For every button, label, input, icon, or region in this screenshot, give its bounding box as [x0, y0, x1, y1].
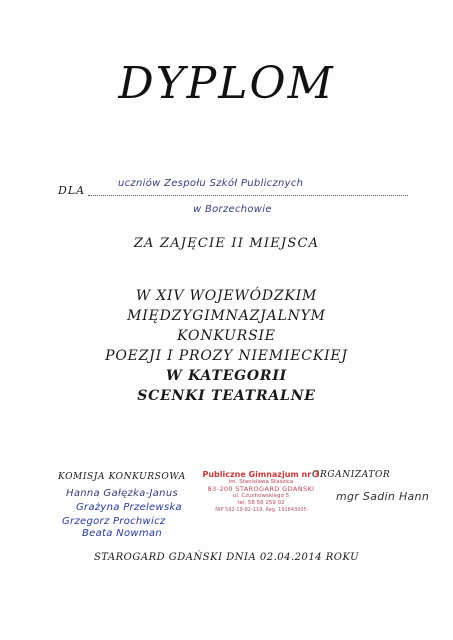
- stamp-address: ul. Czuchowskiego 5: [232, 493, 290, 499]
- stamp-title: Publiczne Gimnazjum nr 3: [202, 470, 320, 479]
- date-line: STAROGARD GDAŃSKI DNIA 02.04.2014 ROKU: [93, 552, 360, 563]
- stamp-patron: im. Stanisława Staszica: [228, 479, 294, 485]
- committee-label: KOMISJA KONKURSOWA: [58, 472, 186, 482]
- committee-signature: Grzegorz Prochwicz: [62, 516, 166, 527]
- committee-signature: Hanna Gałęzka-Janus: [66, 488, 178, 499]
- stamp-city: 83-200 STAROGARD GDAŃSKI: [207, 485, 315, 493]
- category-label: W KATEGORII: [165, 368, 288, 384]
- competition-block: [0, 286, 453, 406]
- stamp-ids: NIP 592-19-82-119, Reg. 191843005: [215, 507, 307, 513]
- competition-line: POEZJI I PROZY NIEMIECKIEJ: [105, 348, 348, 364]
- committee-signature: Grażyna Przelewska: [76, 502, 182, 513]
- category-name: SCENKI TEATRALNE: [137, 388, 316, 404]
- diploma-title: DYPLOM: [118, 58, 335, 109]
- competition-line: KONKURSIE: [177, 328, 276, 344]
- recipient-handwritten-line2: w Borzechowie: [193, 204, 272, 215]
- school-stamp: [198, 470, 324, 528]
- organizer-signature: mgr Sadin Hann: [336, 490, 430, 503]
- recipient-prefix: DLA: [58, 184, 86, 197]
- committee-signature: Beata Nowman: [82, 528, 162, 539]
- placement-text: ZA ZAJĘCIE II MIEJSCA: [133, 236, 320, 251]
- stamp-phone: tel. 58 56 259 02: [237, 500, 285, 506]
- competition-line: W XIV WOJEWÓDZKIM: [135, 288, 318, 304]
- competition-line: MIĘDZYGIMNAZJALNYM: [127, 308, 326, 324]
- recipient-handwritten-line1: uczniów Zespołu Szkół Publicznych: [118, 178, 304, 189]
- organizer-label: ORGANIZATOR: [312, 470, 391, 480]
